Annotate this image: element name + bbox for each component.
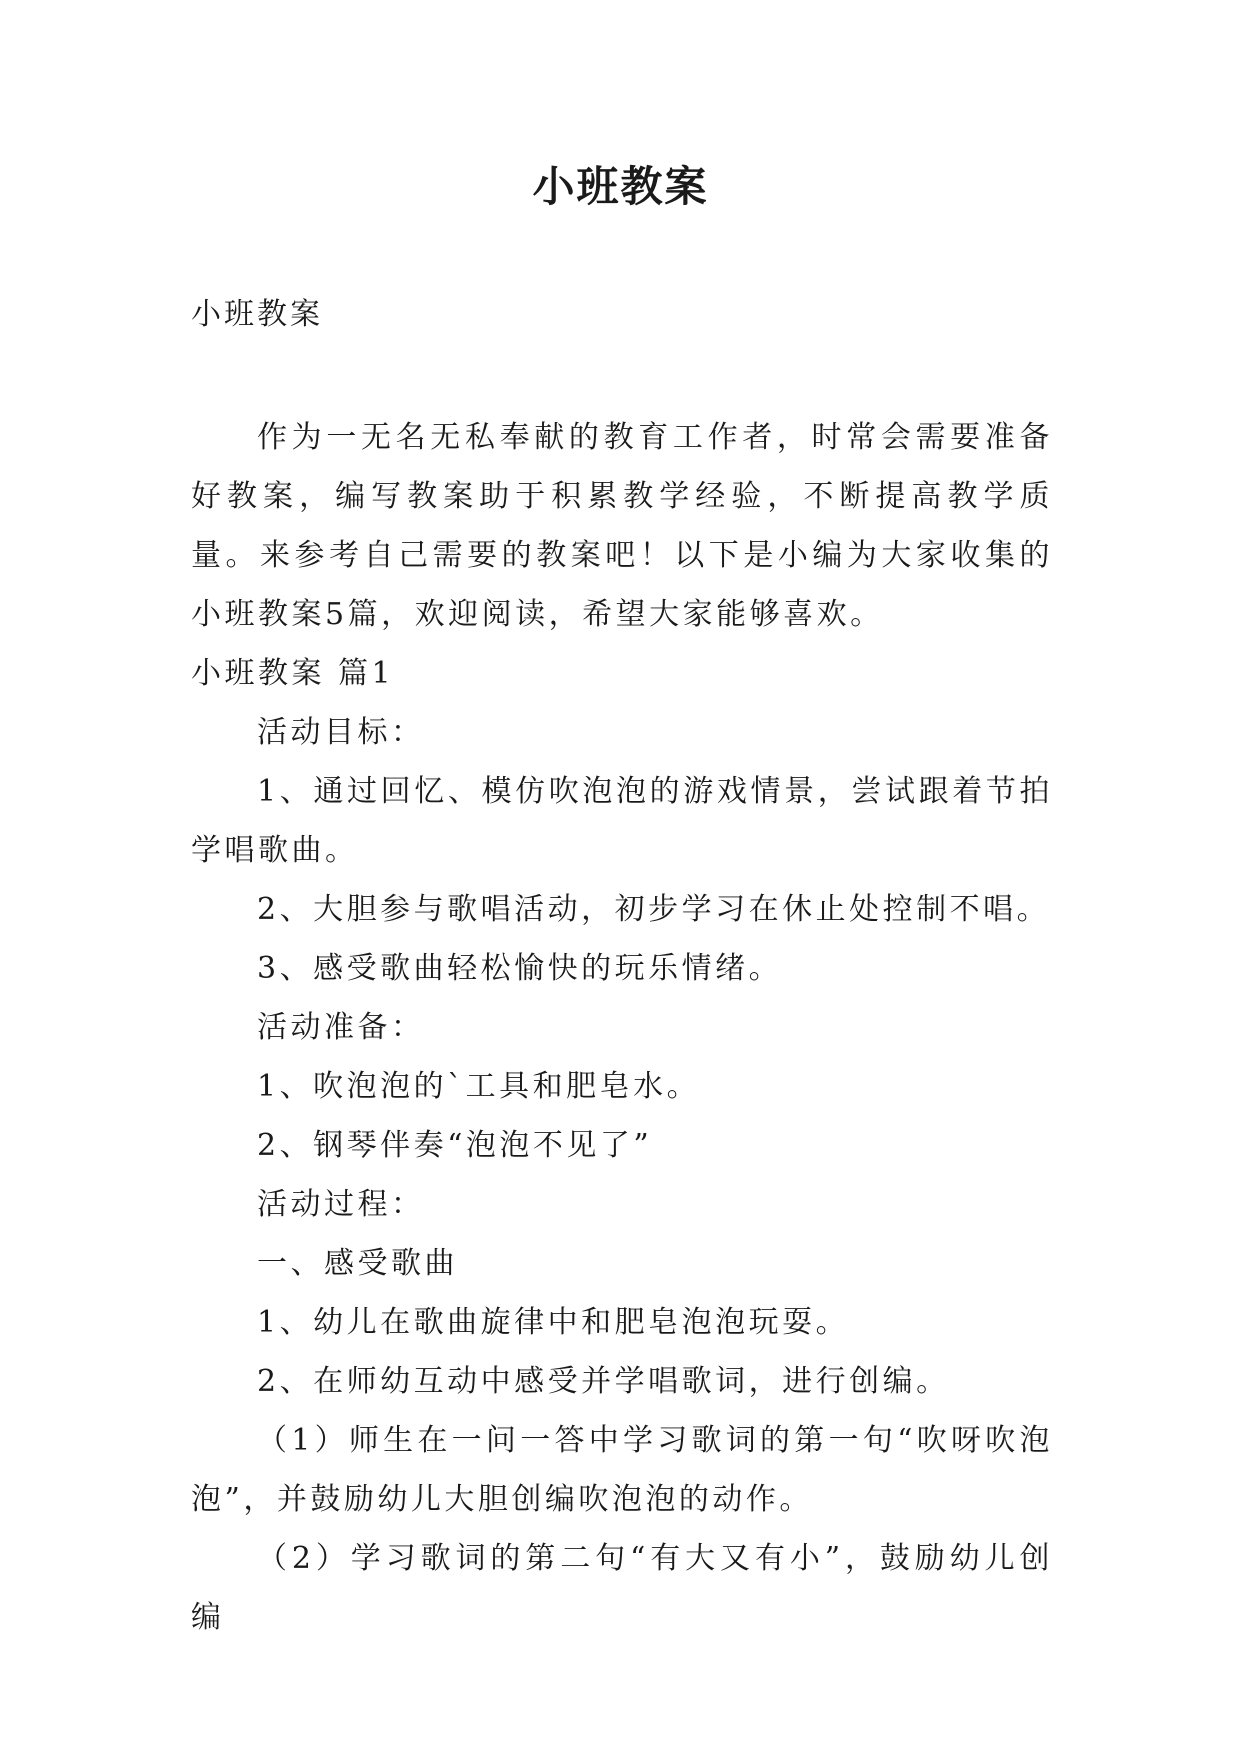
paragraph: （1）师生在一问一答中学习歌词的第一句“吹呀吹泡泡”，并鼓励幼儿大胆创编吹泡泡的动作。 <box>191 1423 1053 1517</box>
paragraph: 1、幼儿在歌曲旋律中和肥皂泡泡玩耍。 <box>257 1305 850 1340</box>
paragraph: 作为一无名无私奉献的教育工作者，时常会需要准备好教案，编写教案助于积累教学经验，不断提高教学质量。来参考自己需要的教案吧！以下是小编为大家收集的小班教案5篇，欢迎阅读，希望大家能够喜欢。 <box>191 420 1053 632</box>
paragraph: 活动过程： <box>257 1187 425 1222</box>
paragraph: 2、钢琴伴奏“泡泡不见了” <box>257 1128 653 1163</box>
paragraph: 活动目标： <box>257 715 425 750</box>
document-title: 小班教案 <box>532 162 709 211</box>
paragraph: 2、大胆参与歌唱活动，初步学习在休止处控制不唱。 <box>257 892 1051 927</box>
paragraph: 3、感受歌曲轻松愉快的玩乐情绪。 <box>257 951 783 986</box>
document-subtitle: 小班教案 <box>191 297 323 332</box>
document-body <box>191 408 1053 1647</box>
paragraph: 一、感受歌曲 <box>257 1246 458 1281</box>
paragraph: （2）学习歌词的第二句“有大又有小”，鼓励幼儿创编 <box>191 1541 1053 1635</box>
paragraph: 活动准备： <box>257 1010 425 1045</box>
paragraph: 1、吹泡泡的`工具和肥皂水。 <box>257 1069 701 1104</box>
paragraph: 1、通过回忆、模仿吹泡泡的游戏情景，尝试跟着节拍学唱歌曲。 <box>191 774 1053 868</box>
section-heading: 小班教案 篇1 <box>191 656 395 691</box>
paragraph: 2、在师幼互动中感受并学唱歌词，进行创编。 <box>257 1364 950 1399</box>
